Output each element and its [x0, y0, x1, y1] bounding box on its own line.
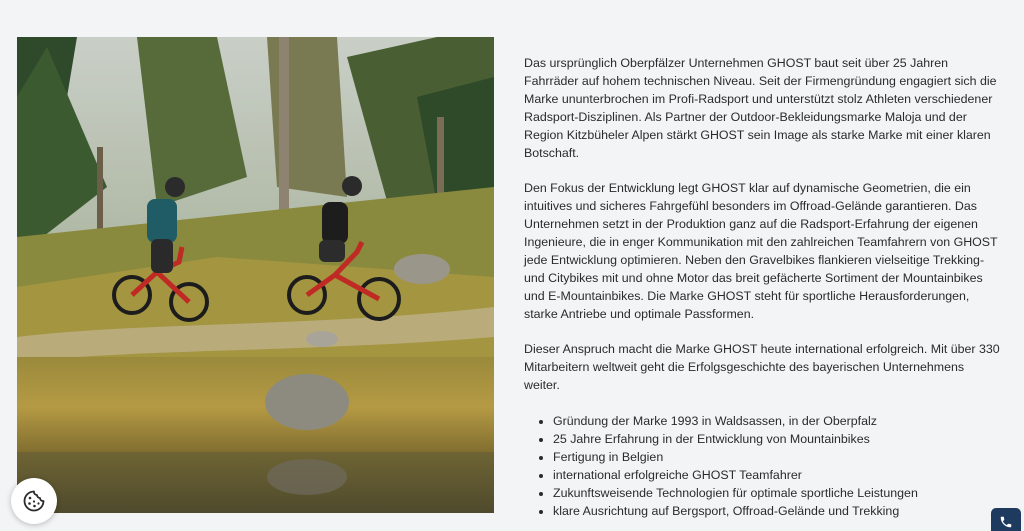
phone-icon — [999, 515, 1013, 529]
cookie-settings-button[interactable] — [11, 478, 57, 524]
list-item: • 25 Jahre Erfahrung in der Entwicklung von Mountainbikes — [553, 431, 1002, 449]
list-item: • international erfolgreiche GHOST Teamfahrer — [553, 467, 1002, 485]
article-paragraph: Das ursprünglich Oberpfälzer Unternehmen GHOST baut seit über 25 Jahren Fahrräder auf hohem technischen Niveau. Seit der Firmengründung engagiert sich die Marke ununterbrochen im Profi-Radsport und unterstützt stolz Athleten verschiedener Radsport-Disziplinen. Als Partner der Outdoor-Bekleidungsmarke Maloja und der Region Kitzbüheler Alpen stärkt GHOST sein Image als starke Marke mit einer klaren Botschaft. — [524, 56, 997, 160]
hero-photo — [17, 37, 494, 513]
feature-list — [524, 413, 1002, 520]
article-paragraph: Dieser Anspruch macht die Marke GHOST heute international erfolgreich. Mit über 330 Mitarbeitern weltweit geht die Erfolgsgeschichte des bayerischen Unternehmens weiter. — [524, 342, 1000, 393]
list-item: • Fertigung in Belgien — [553, 449, 1002, 467]
phone-contact-button[interactable] — [991, 508, 1021, 531]
list-item: • Gründung der Marke 1993 in Waldsassen, in der Oberpfalz — [553, 413, 1002, 431]
list-item: • klare Ausrichtung auf Bergsport, Offroad-Gelände und Trekking — [553, 503, 1002, 521]
mountain-bikers-photo — [17, 37, 494, 513]
cookie-icon — [22, 489, 46, 513]
list-item: • Zukunftsweisende Technologien für optimale sportliche Leistungen — [553, 485, 1002, 503]
article-text — [524, 55, 1002, 521]
article-paragraph: Den Fokus der Entwicklung legt GHOST klar auf dynamische Geometrien, die ein intuitives und sicheres Fahrgefühl besonders im Offroad-Gelände garantieren. Das Unternehmen setzt in der Produktion ganz auf die Radsport-Erfahrung der eigenen Ingenieure, die in enger Kommunikation mit den zahlreichen Teamfahrern von GHOST jede Entwicklung optimieren. Neben den Gravelbikes flankieren vielseitige Trekking- und Citybikes mit und ohne Motor das breit gefächerte Sortiment der Mountainbikes und E-Mountainbikes. Die Marke GHOST steht für sportliche Herausforderungen, starke Antriebe und optimale Passformen. — [524, 181, 998, 321]
